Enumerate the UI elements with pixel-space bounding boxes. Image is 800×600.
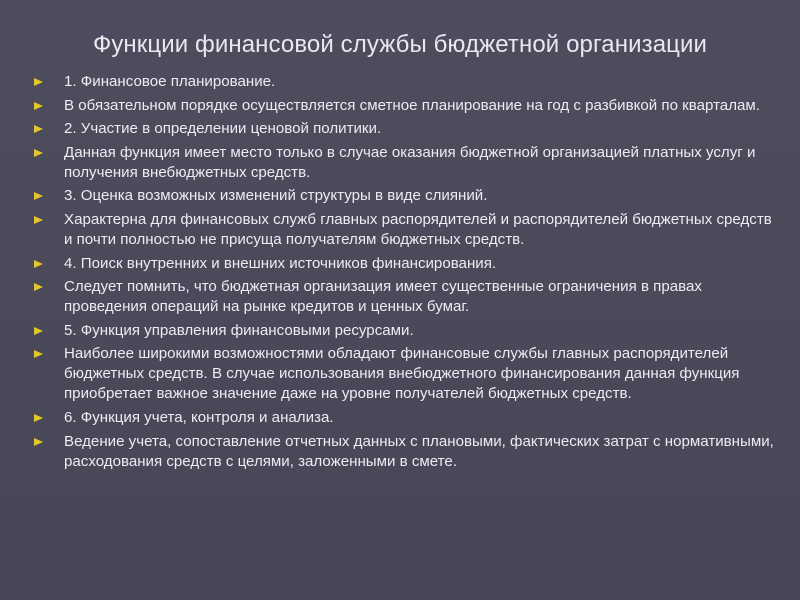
bullet-text: Следует помнить, что бюджетная организация имеет существенные ограничения в правах проведения операций на рынке кредитов и ценных бумаг. xyxy=(64,278,702,316)
bullet-item xyxy=(34,210,774,250)
triangle-right-icon xyxy=(34,283,43,291)
slide-title: Функции финансовой службы бюджетной организации xyxy=(92,31,708,58)
bullet-text: В обязательном порядке осуществляется сметное планирование на год с разбивкой по кварталам. xyxy=(64,96,760,114)
triangle-right-icon xyxy=(34,149,43,157)
triangle-right-icon xyxy=(34,414,43,422)
triangle-right-icon xyxy=(34,192,43,200)
triangle-right-icon xyxy=(34,327,43,335)
bullet-text: Ведение учета, сопоставление отчетных данных с плановыми, фактических затрат с нормативными, расходования средств с целями, заложенными в смете. xyxy=(64,432,774,470)
bullet-item xyxy=(34,72,774,92)
triangle-right-icon xyxy=(34,216,43,224)
bullet-list xyxy=(34,72,774,475)
bullet-text: 1. Финансовое планирование. xyxy=(64,73,276,90)
bullet-item xyxy=(34,119,774,139)
bullet-text: 4. Поиск внутренних и внешних источников финансирования. xyxy=(64,254,497,272)
triangle-right-icon xyxy=(34,438,43,446)
bullet-item xyxy=(34,254,774,274)
bullet-item xyxy=(34,143,774,183)
bullet-item xyxy=(34,344,774,404)
bullet-text: 3. Оценка возможных изменений структуры в виде слияний. xyxy=(64,187,488,205)
triangle-right-icon xyxy=(34,78,43,86)
triangle-right-icon xyxy=(34,125,43,133)
bullet-text: Характерна для финансовых служб главных распорядителей и распорядителей бюджетных средств и почти полностью не присуща получателям бюджетных средств. xyxy=(64,210,772,248)
bullet-item xyxy=(34,186,774,206)
bullet-item xyxy=(34,321,774,341)
bullet-item xyxy=(34,432,774,472)
triangle-right-icon xyxy=(34,102,43,110)
bullet-item xyxy=(34,96,774,116)
triangle-right-icon xyxy=(34,350,43,358)
triangle-right-icon xyxy=(34,260,43,268)
bullet-text: 5. Функция управления финансовыми ресурсами. xyxy=(64,321,414,339)
bullet-text: 6. Функция учета, контроля и анализа. xyxy=(64,408,334,426)
bullet-text: Данная функция имеет место только в случае оказания бюджетной организацией платных услуг и получения внебюджетных средств. xyxy=(64,143,756,181)
bullet-item xyxy=(34,408,774,428)
bullet-text: Наиболее широкими возможностями обладают финансовые службы главных распорядителей бюджетных средств. В случае использования внебюджетного финансирования данная функция приобретает важное значение даже на уровне получателей бюджетных средств. xyxy=(64,345,740,403)
bullet-item xyxy=(34,277,774,317)
bullet-text: 2. Участие в определении ценовой политики. xyxy=(64,120,382,138)
